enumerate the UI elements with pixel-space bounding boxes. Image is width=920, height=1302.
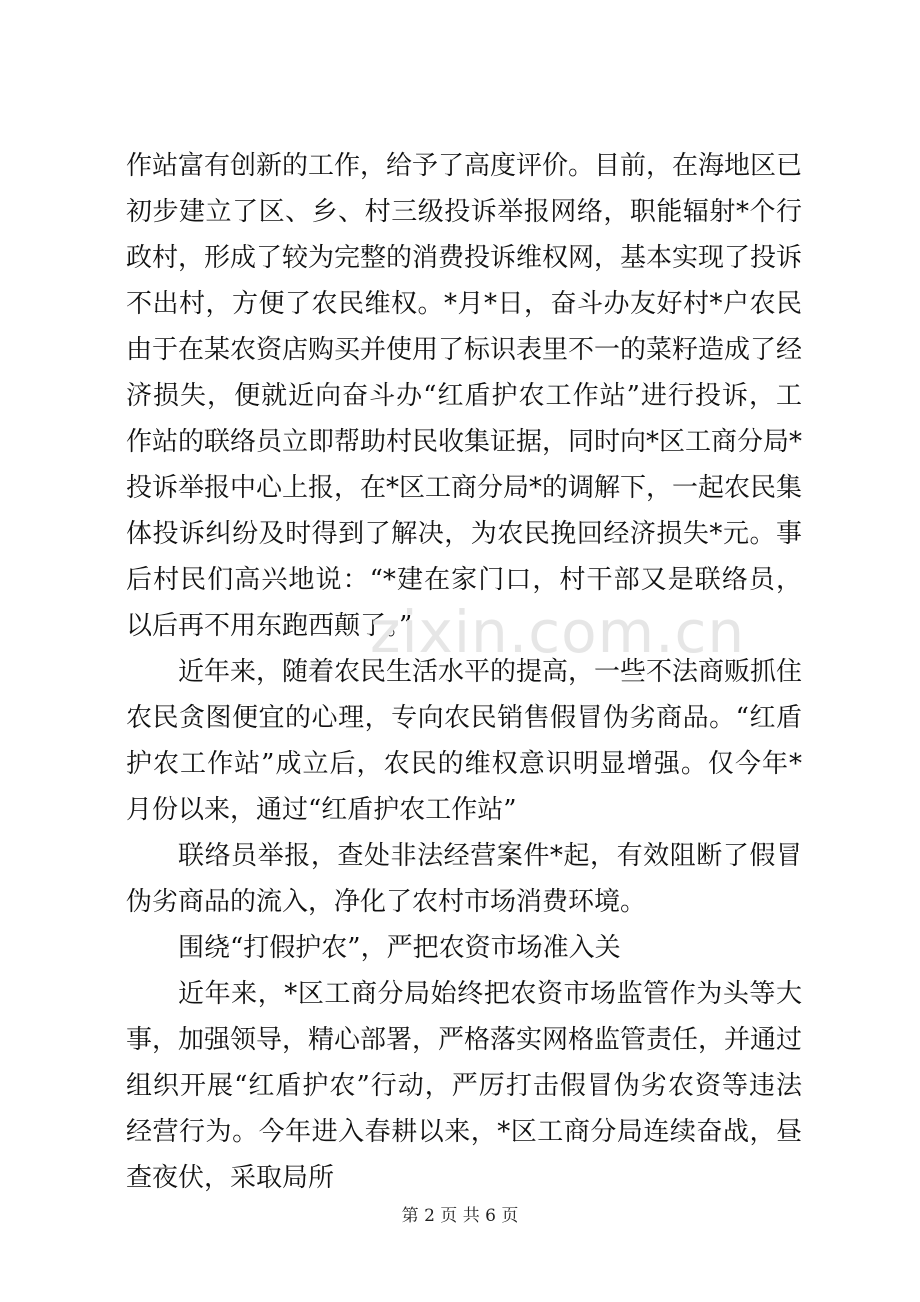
paragraph-continued: 作站富有创新的工作，给予了高度评价。目前，在海地区已初步建立了区、乡、村三级投诉举报网络，职能辐射*个行政村，形成了较为完整的消费投诉维权网，基本实现了投诉不出村，方便了农民维权。*月*日，奋斗办友好村*户农民由于在某农资店购买并使用了标识表里不一的菜籽造成了经济损失，便就近向奋斗办“红盾护农工作站”进行投诉，工作站的联络员立即帮助村民收集证据，同时向*区工商分局*投诉举报中心上报，在*区工商分局*的调解下，一起农民集体投诉纠纷及时得到了解决，为农民挽回经济损失*元。事后村民们高兴地说：“*建在家门口，村干部又是联络员，以后再不用东跑西颠了。” [126, 151, 803, 641]
paragraph-market-supervision: 近年来，*区工商分局始终把农资市场监管作为头等大事，加强领导，精心部署，严格落实网格监管责任，并通过组织开展“红盾护农”行动，严厉打击假冒伪劣农资等违法经营行为。今年进入春耕以来，*区工商分局连续奋战，昼查夜伏，采取局所 [126, 979, 803, 1193]
paragraph-counterfeit-goods: 近年来，随着农民生活水平的提高，一些不法商贩抓住农民贪图便宜的心理，专向农民销售假冒伪劣商品。“红盾护农工作站”成立后，农民的维权意识明显增强。仅今年*月份以来，通过“红盾护农工作站” [126, 657, 803, 825]
paragraph-liaison-report: 联络员举报，查处非法经营案件*起，有效阻断了假冒伪劣商品的流入，净化了农村市场消费环境。 [126, 841, 802, 917]
section-heading: 围绕“打假护农”，严把农资市场准入关 [178, 933, 621, 963]
body-text [126, 143, 802, 1201]
watermark: zixin.com.cn [370, 598, 746, 666]
page-footer: 第 2 页 共 6 页 [401, 1206, 519, 1226]
